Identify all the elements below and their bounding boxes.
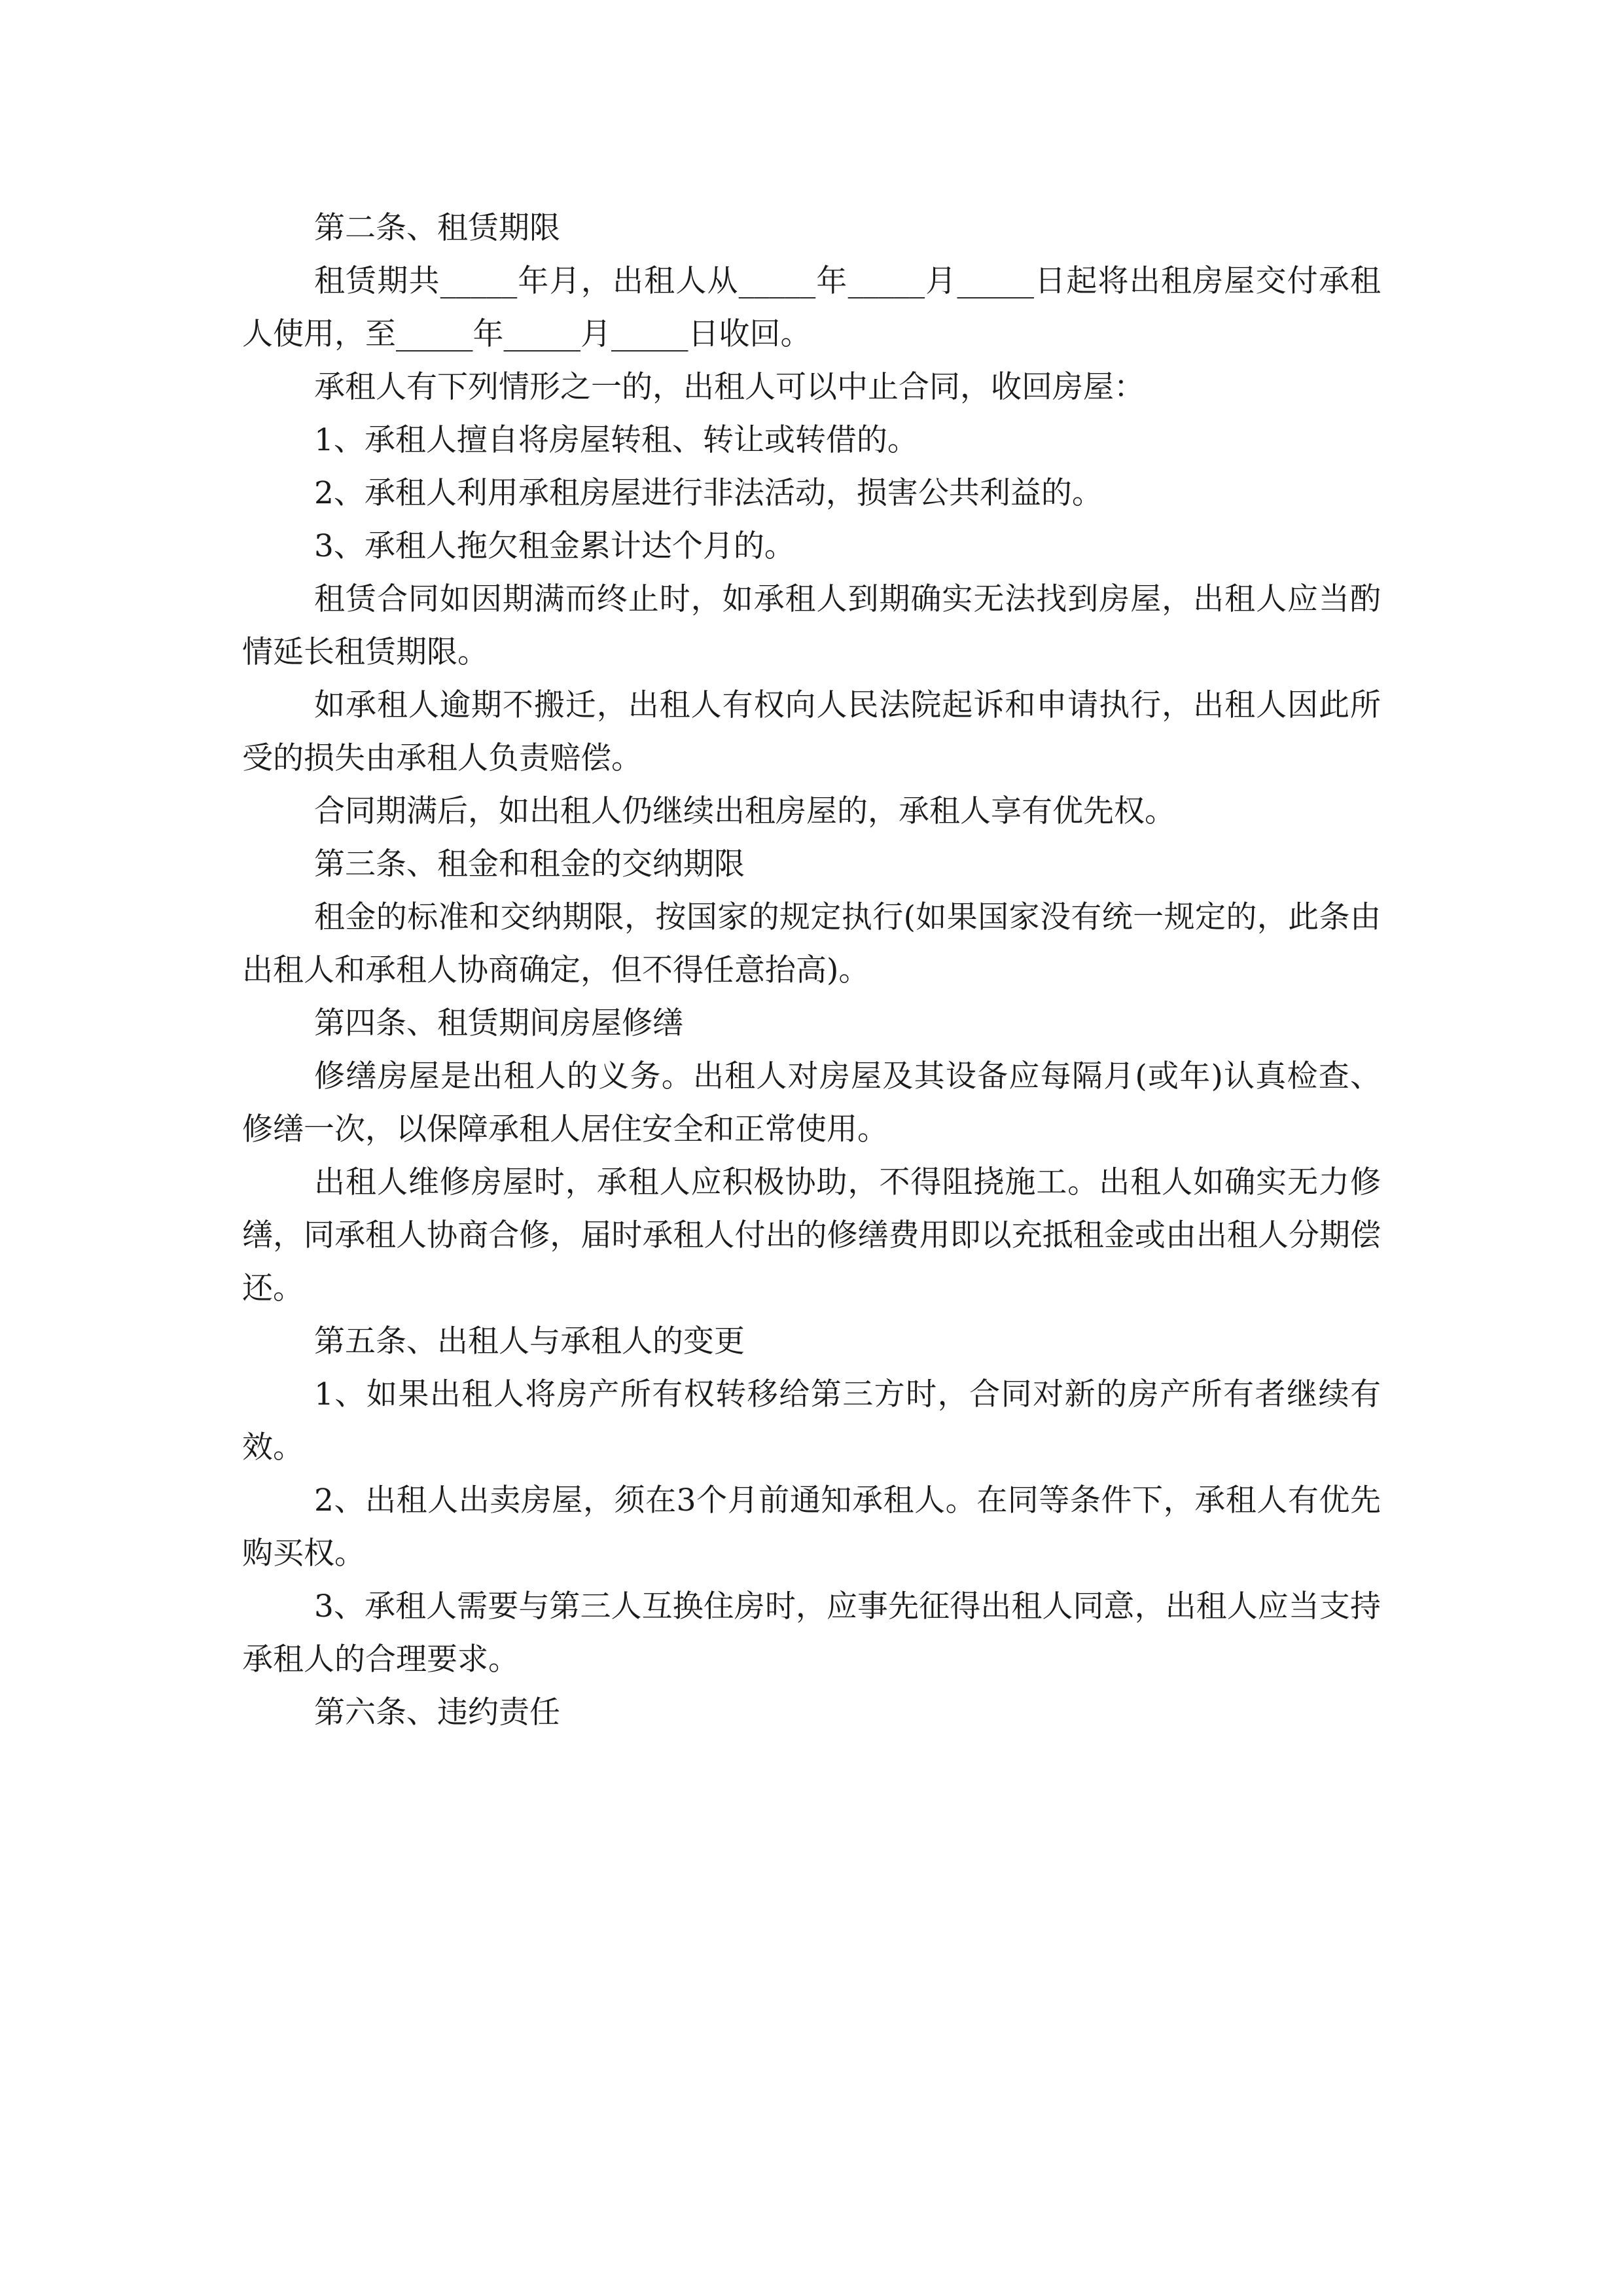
paragraph-extension: 租赁合同如因期满而终止时，如承租人到期确实无法找到房屋，出租人应当酌情延长租赁期限。 [242,581,1381,670]
section-heading-6: 第六条、违约责任 [314,1695,560,1731]
paragraph-overdue: 如承租人逾期不搬迁，出租人有权向人民法院起诉和申请执行，出租人因此所受的损失由承租人负责赔偿。 [242,687,1381,776]
section-heading-4: 第四条、租赁期间房屋修缮 [314,1005,683,1041]
paragraph-priority: 合同期满后，如出租人仍继续出租房屋的，承租人享有优先权。 [314,793,1175,829]
section-heading-3: 第三条、租金和租金的交纳期限 [314,846,745,882]
list-item-transfer: 1、如果出租人将房产所有权转移给第三方时，合同对新的房产所有者继续有效。 [242,1376,1381,1465]
paragraph-termination-conditions: 承租人有下列情形之一的，出租人可以中止合同，收回房屋： [314,369,1145,405]
list-item-exchange: 3、承租人需要与第三人互换住房时，应事先征得出租人同意，出租人应当支持承租人的合理要求。 [242,1588,1381,1677]
section-heading-2: 第二条、租赁期限 [314,210,560,246]
list-item-sale: 2、出租人出卖房屋，须在3个月前通知承租人。在同等条件下，承租人有优先购买权。 [242,1482,1381,1571]
paragraph-rent-standard: 租金的标准和交纳期限，按国家的规定执行(如果国家没有统一规定的，此条由出租人和承租人协商确定，但不得任意抬高)。 [242,899,1381,988]
list-item-3: 3、承租人拖欠租金累计达个月的。 [314,528,795,564]
section-heading-5: 第五条、出租人与承租人的变更 [314,1323,745,1359]
paragraph-lease-term: 租赁期共_____年月，出租人从_____年_____月_____日起将出租房屋交付承租人使用，至_____年_____月_____日收回。 [242,263,1381,352]
paragraph-repair-cooperation: 出租人维修房屋时，承租人应积极协助，不得阻挠施工。出租人如确实无力修缮，同承租人协商合修，届时承租人付出的修缮费用即以充抵租金或由出租人分期偿还。 [242,1164,1381,1306]
paragraph-repair-duty: 修缮房屋是出租人的义务。出租人对房屋及其设备应每隔月(或年)认真检查、修缮一次，以保障承租人居住安全和正常使用。 [242,1058,1381,1147]
list-item-1: 1、承租人擅自将房屋转租、转让或转借的。 [314,422,918,458]
document-body [242,202,1381,1739]
list-item-2: 2、承租人利用承租房屋进行非法活动，损害公共利益的。 [314,475,1103,511]
